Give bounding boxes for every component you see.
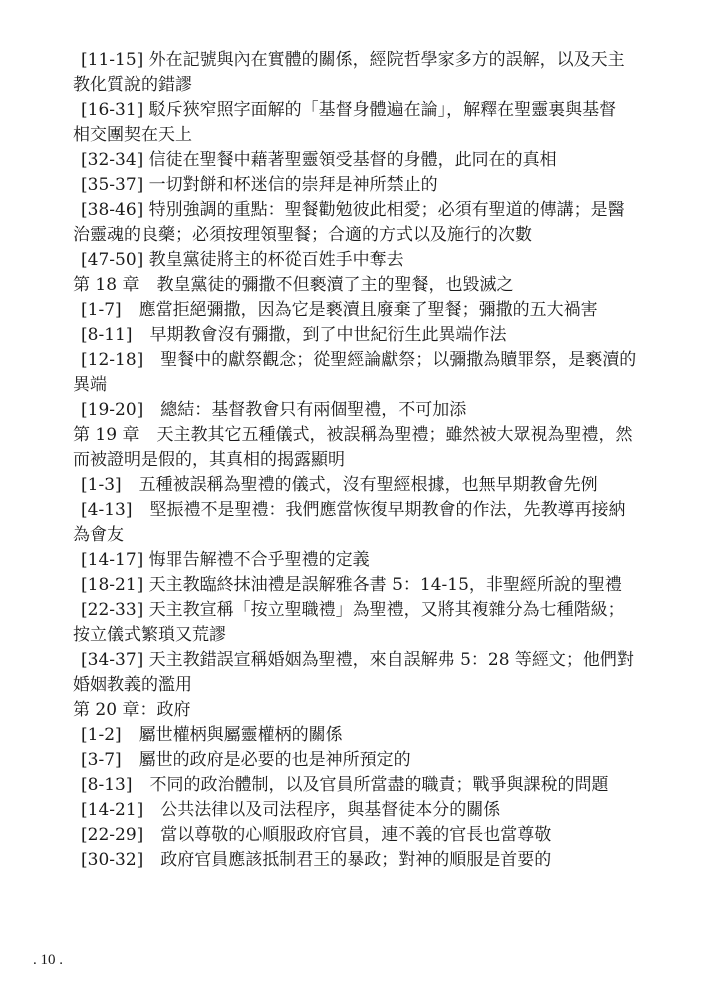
outline-entry: [22-33] 天主教宣稱「按立聖職禮」為聖禮，又將其複雜分為七種階級； (81, 600, 625, 620)
chapter-heading: 第 18 章 教皇黨徒的彌撒不但褻瀆了主的聖餐，也毀滅之 (73, 275, 514, 295)
outline-entry: [14-17] 悔罪告解禮不合乎聖禮的定義 (81, 550, 370, 570)
entry-continuation: 教化質說的錯謬 (73, 75, 192, 95)
entry-continuation: 異端 (73, 375, 107, 395)
outline-entry: [8-13] 不同的政治體制，以及官員所當盡的職責；戰爭與課稅的問題 (81, 775, 609, 795)
outline-entry: [1-2] 屬世權柄與屬靈權柄的關係 (81, 725, 343, 745)
outline-entry: [30-32] 政府官員應該抵制君王的暴政；對神的順服是首要的 (81, 850, 552, 870)
outline-entry: [18-21] 天主教臨終抹油禮是誤解雅各書 5：14-15，非聖經所說的聖禮 (81, 575, 622, 595)
entry-continuation: 按立儀式繁瑣又荒謬 (73, 625, 226, 645)
outline-entry: [47-50] 教皇黨徒將主的杯從百姓手中奪去 (81, 250, 404, 270)
document-body (73, 48, 645, 873)
entry-continuation: 為會友 (73, 525, 124, 545)
page-number: . 10 . (33, 952, 63, 968)
entry-continuation: 相交團契在天上 (73, 125, 192, 145)
outline-entry: [8-11] 早期教會沒有彌撒，到了中世紀衍生此異端作法 (81, 325, 507, 345)
outline-entry: [12-18] 聖餐中的獻祭觀念；從聖經論獻祭；以彌撒為贖罪祭，是褻瀆的 (81, 350, 637, 370)
outline-entry: [16-31] 駁斥狹窄照字面解的「基督身體遍在論」，解釋在聖靈裏與基督 (81, 100, 617, 120)
outline-entry: [34-37] 天主教錯誤宣稱婚姻為聖禮，來自誤解弗 5：28 等經文；他們對 (81, 650, 634, 670)
outline-entry: [14-21] 公共法律以及司法程序，與基督徒本分的關係 (81, 800, 501, 820)
outline-entry: [19-20] 總結：基督教會只有兩個聖禮，不可加添 (81, 400, 467, 420)
outline-entry: [3-7] 屬世的政府是必要的也是神所預定的 (81, 750, 411, 770)
entry-continuation: 婚姻教義的濫用 (73, 675, 192, 695)
outline-entry: [1-7] 應當拒絕彌撒，因為它是褻瀆且廢棄了聖餐；彌撒的五大禍害 (81, 300, 598, 320)
outline-entry: [11-15] 外在記號與內在實體的關係，經院哲學家多方的誤解，以及天主 (81, 50, 625, 70)
chapter-heading: 第 20 章：政府 (73, 700, 191, 720)
outline-entry: [4-13] 堅振禮不是聖禮：我們應當恢復早期教會的作法，先教導再接納 (81, 500, 626, 520)
entry-continuation: 治靈魂的良藥；必須按理領聖餐；合適的方式以及施行的次數 (73, 225, 532, 245)
outline-entry: [1-3] 五種被誤稱為聖禮的儀式，沒有聖經根據，也無早期教會先例 (81, 475, 598, 495)
entry-continuation: 而被證明是假的，其真相的揭露顯明 (73, 450, 345, 470)
outline-entry: [35-37] 一切對餅和杯迷信的崇拜是神所禁止的 (81, 175, 438, 195)
outline-entry: [22-29] 當以尊敬的心順服政府官員，連不義的官長也當尊敬 (81, 825, 552, 845)
outline-entry: [32-34] 信徒在聖餐中藉著聖靈領受基督的身體，此同在的真相 (81, 150, 557, 170)
outline-entry: [38-46] 特別強調的重點：聖餐勸勉彼此相愛；必須有聖道的傳講；是醫 (81, 200, 625, 220)
chapter-heading: 第 19 章 天主教其它五種儀式，被誤稱為聖禮；雖然被大眾視為聖禮，然 (73, 425, 633, 445)
